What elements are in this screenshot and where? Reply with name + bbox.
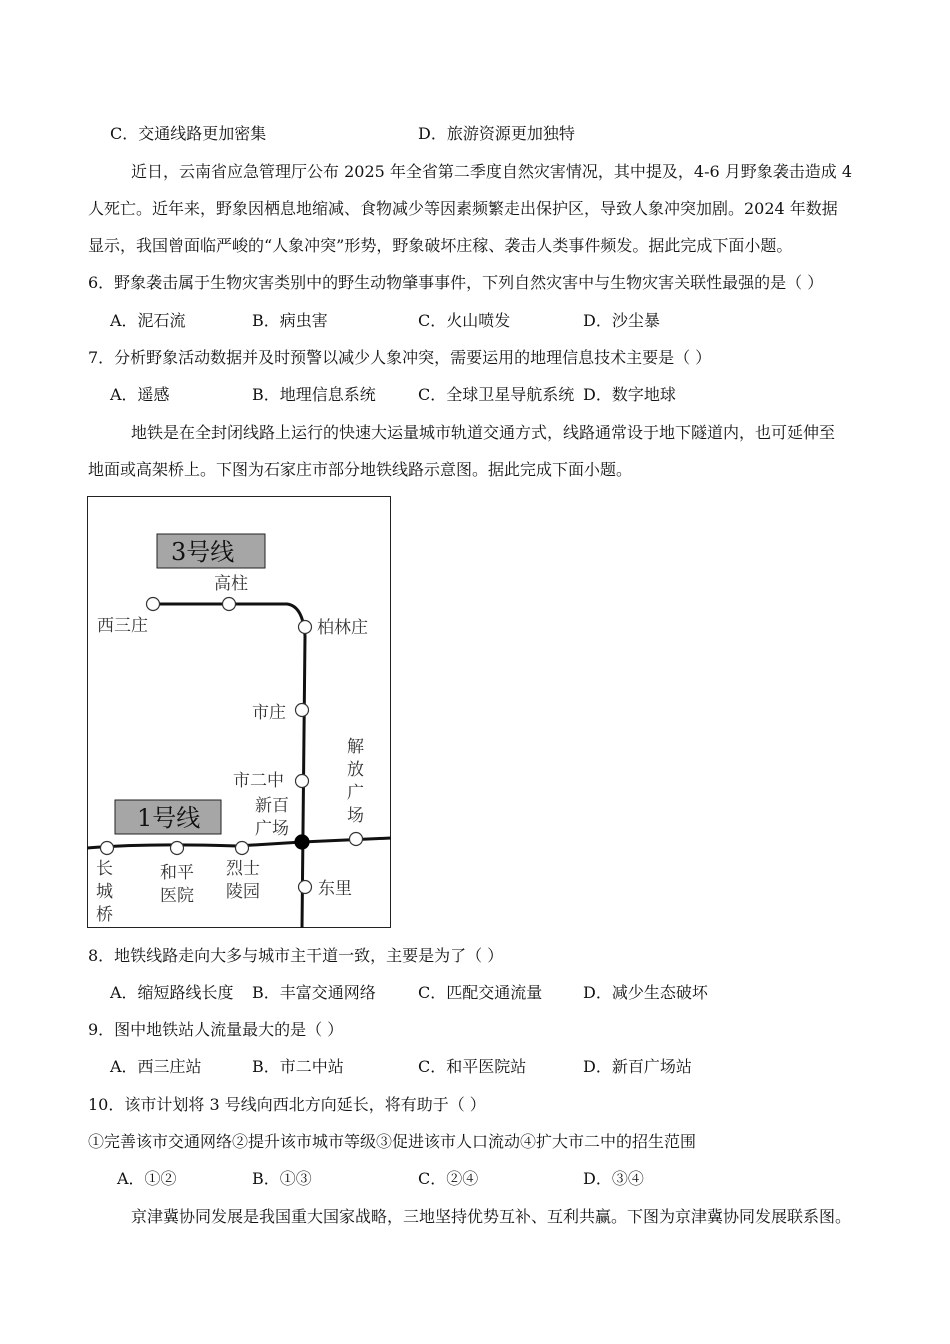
passage1-line1: 近日，云南省应急管理厅公布 2025 年全省第二季度自然灾害情况，其中提及，4-6 月野象袭击造成 4 bbox=[131, 162, 853, 181]
q9-option-b: B．市二中站 bbox=[252, 1057, 344, 1076]
station-bailinzhuang bbox=[299, 621, 312, 634]
label-heping-2: 医院 bbox=[160, 886, 194, 906]
station-xisanzhuang bbox=[147, 598, 160, 611]
q7-stem: 7．分析野象活动数据并及时预警以减少人象冲突，需要运用的地理信息技术主要是（ ） bbox=[88, 348, 712, 367]
label-shierzhong: 市二中 bbox=[233, 771, 284, 791]
q10-items: ①完善该市交通网络②提升该市城市等级③促进该市人口流动④扩大市二中的招生范围 bbox=[88, 1132, 697, 1151]
q10-option-d: D．③④ bbox=[583, 1169, 644, 1188]
label-heping-1: 和平 bbox=[160, 863, 194, 883]
q8-option-c: C．匹配交通流量 bbox=[418, 983, 543, 1002]
q7-option-a: A．遥感 bbox=[110, 385, 170, 404]
line3-label: 3号线 bbox=[171, 538, 235, 566]
q10-option-a: A．①② bbox=[117, 1169, 177, 1188]
label-dongli: 东里 bbox=[318, 879, 352, 899]
q9-option-a: A．西三庄站 bbox=[110, 1057, 202, 1076]
q10-option-c: C．②④ bbox=[418, 1169, 479, 1188]
q10-option-b: B．①③ bbox=[252, 1169, 312, 1188]
label-jiefang-1: 解 bbox=[347, 737, 364, 757]
label-jiefang-4: 场 bbox=[347, 806, 364, 826]
passage2-line2: 地面或高架桥上。下图为石家庄市部分地铁线路示意图。据此完成下面小题。 bbox=[88, 460, 633, 479]
station-heping bbox=[171, 842, 184, 855]
passage3-line1: 京津冀协同发展是我国重大国家战略，三地坚持优势互补、互利共赢。下图为京津冀协同发展联系图。 bbox=[131, 1207, 852, 1226]
station-shierzhong bbox=[296, 775, 309, 788]
label-shizhuang: 市庄 bbox=[252, 703, 286, 723]
label-gaozhu: 高柱 bbox=[214, 574, 248, 594]
label-lieshi-2: 陵园 bbox=[226, 882, 260, 902]
station-changcheng bbox=[101, 842, 114, 855]
q7-option-b: B．地理信息系统 bbox=[252, 385, 376, 404]
line1-label: 1号线 bbox=[137, 804, 201, 832]
q8-option-a: A．缩短路线长度 bbox=[110, 983, 234, 1002]
q8-option-d: D．减少生态破坏 bbox=[583, 983, 708, 1002]
station-shizhuang bbox=[296, 704, 309, 717]
q5-option-c: C．交通线路更加密集 bbox=[110, 124, 267, 143]
q9-option-d: D．新百广场站 bbox=[583, 1057, 692, 1076]
q6-option-a: A．泥石流 bbox=[110, 311, 186, 330]
label-jiefang-3: 广 bbox=[347, 783, 364, 803]
label-xisanzhuang: 西三庄 bbox=[97, 616, 148, 636]
label-changcheng-3: 桥 bbox=[96, 905, 113, 925]
q9-stem: 9．图中地铁站人流量最大的是（ ） bbox=[88, 1020, 344, 1039]
passage1-line2: 人死亡。近年来，野象因栖息地缩减、食物减少等因素频繁走出保护区，导致人象冲突加剧。2024 年数据 bbox=[88, 199, 838, 218]
q10-stem: 10．该市计划将 3 号线向西北方向延长，将有助于（ ） bbox=[88, 1095, 486, 1114]
label-bailinzhuang: 柏林庄 bbox=[317, 618, 368, 638]
label-changcheng-1: 长 bbox=[96, 859, 113, 879]
q6-option-b: B．病虫害 bbox=[252, 311, 328, 330]
q7-option-d: D．数字地球 bbox=[583, 385, 676, 404]
q6-stem: 6．野象袭击属于生物灾害类别中的野生动物肇事事件，下列自然灾害中与生物灾害关联性最强的是（ ） bbox=[88, 273, 824, 292]
q7-option-c: C．全球卫星导航系统 bbox=[418, 385, 575, 404]
q5-option-d: D．旅游资源更加独特 bbox=[418, 124, 575, 143]
q8-option-b: B．丰富交通网络 bbox=[252, 983, 376, 1002]
q9-option-c: C．和平医院站 bbox=[418, 1057, 527, 1076]
station-dongli bbox=[299, 881, 312, 894]
label-changcheng-2: 城 bbox=[96, 882, 113, 902]
station-lieshi bbox=[236, 842, 249, 855]
q8-stem: 8．地铁线路走向大多与城市主干道一致，主要是为了（ ） bbox=[88, 946, 504, 965]
q6-option-d: D．沙尘暴 bbox=[583, 311, 660, 330]
metro-map bbox=[87, 496, 391, 928]
q6-option-c: C．火山喷发 bbox=[418, 311, 511, 330]
label-jiefang-2: 放 bbox=[347, 760, 364, 780]
label-xinbai-2: 广场 bbox=[255, 819, 289, 839]
station-gaozhu bbox=[223, 598, 236, 611]
passage2-line1: 地铁是在全封闭线路上运行的快速大运量城市轨道交通方式，线路通常设于地下隧道内，也可延伸至 bbox=[131, 423, 836, 442]
label-xinbai-1: 新百 bbox=[255, 796, 289, 816]
station-xinbai-interchange bbox=[295, 835, 309, 849]
passage1-line3: 显示，我国曾面临严峻的“人象冲突”形势，野象破坏庄稼、袭击人类事件频发。据此完成下面小题。 bbox=[88, 236, 793, 255]
label-lieshi-1: 烈士 bbox=[226, 859, 260, 879]
station-jiefang bbox=[350, 833, 363, 846]
